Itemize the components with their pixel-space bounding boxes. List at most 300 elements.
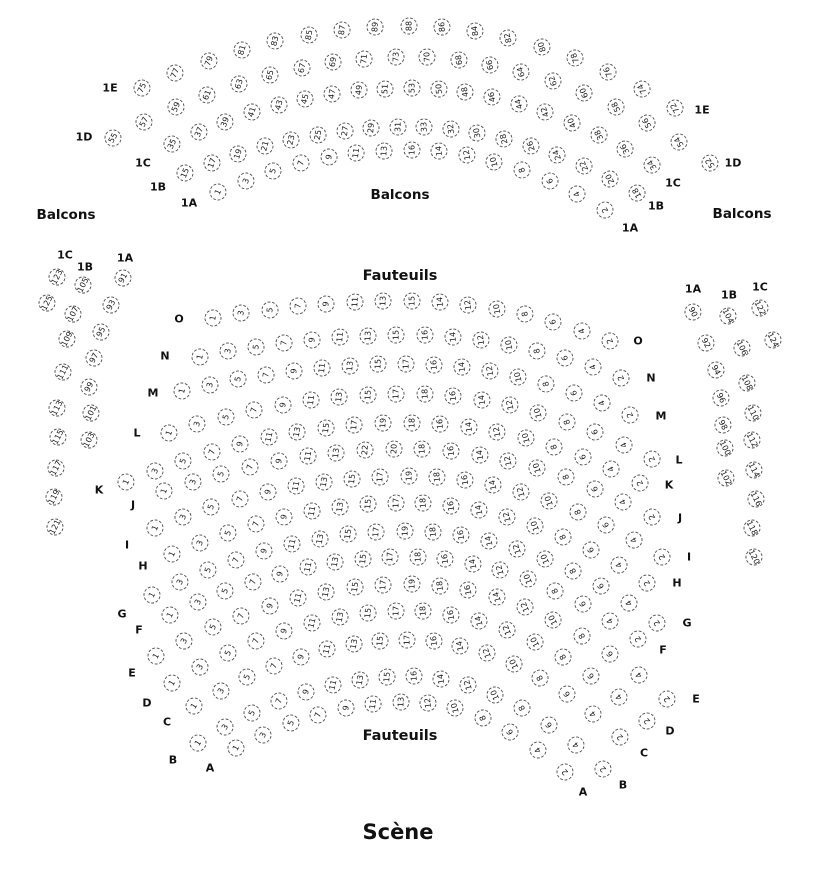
- seat[interactable]: 9: [230, 434, 251, 455]
- seat[interactable]: 6: [543, 311, 564, 332]
- seat[interactable]: 7: [245, 630, 267, 652]
- seat[interactable]: 95: [90, 321, 113, 344]
- seat[interactable]: 7: [275, 333, 294, 352]
- seat[interactable]: 14: [459, 418, 478, 437]
- seat[interactable]: 13: [350, 670, 369, 689]
- seat[interactable]: 19: [400, 467, 417, 484]
- seat[interactable]: 5: [216, 406, 237, 427]
- seat[interactable]: 10: [487, 299, 507, 319]
- seat[interactable]: 30: [468, 123, 488, 143]
- seat[interactable]: 9: [295, 681, 316, 702]
- seat[interactable]: 3: [189, 532, 211, 554]
- seat[interactable]: 13: [314, 472, 333, 491]
- seat[interactable]: 14: [431, 293, 449, 311]
- seat[interactable]: 1: [153, 480, 175, 502]
- seat[interactable]: 3: [186, 591, 208, 613]
- seat[interactable]: 7: [242, 571, 263, 592]
- seat[interactable]: 5: [260, 300, 279, 319]
- seat[interactable]: 10: [534, 548, 556, 570]
- seat[interactable]: 66: [480, 55, 500, 75]
- seat[interactable]: 16: [444, 387, 463, 406]
- seat[interactable]: 4: [607, 554, 630, 577]
- seat[interactable]: 3: [172, 506, 194, 528]
- seat[interactable]: 11: [313, 359, 331, 377]
- seat[interactable]: 3: [252, 723, 274, 745]
- seat[interactable]: 60: [573, 82, 595, 104]
- seat[interactable]: 7: [308, 704, 329, 725]
- seat[interactable]: 1: [144, 644, 167, 667]
- seat[interactable]: 12: [496, 619, 518, 641]
- seat[interactable]: 84: [465, 21, 484, 40]
- seat[interactable]: 1: [159, 604, 182, 627]
- seat[interactable]: 16: [455, 470, 474, 489]
- seat[interactable]: 91: [112, 267, 135, 290]
- seat[interactable]: 70: [418, 49, 436, 67]
- seat[interactable]: 2: [655, 687, 679, 711]
- seat[interactable]: 16: [436, 550, 455, 569]
- seat[interactable]: 31: [389, 118, 406, 135]
- seat[interactable]: 1: [182, 694, 205, 717]
- seat[interactable]: 36: [614, 138, 637, 161]
- seat[interactable]: 80: [531, 36, 552, 57]
- seat[interactable]: 1: [207, 181, 229, 203]
- seat[interactable]: 9: [269, 451, 289, 471]
- seat[interactable]: 11: [288, 587, 309, 608]
- seat[interactable]: 15: [369, 356, 387, 374]
- seat[interactable]: 1: [190, 347, 210, 367]
- seat[interactable]: 97: [83, 347, 106, 370]
- seat[interactable]: 9: [317, 295, 335, 313]
- seat[interactable]: 11: [282, 534, 302, 554]
- seat[interactable]: 9: [273, 395, 293, 415]
- seat[interactable]: 38: [587, 124, 610, 147]
- seat[interactable]: 3: [169, 571, 191, 593]
- seat[interactable]: 56: [636, 112, 659, 135]
- seat[interactable]: 88: [400, 17, 417, 34]
- seat[interactable]: 125: [36, 292, 59, 315]
- seat[interactable]: 17: [374, 576, 392, 594]
- seat[interactable]: 1: [224, 736, 247, 759]
- seat[interactable]: 9: [319, 147, 339, 167]
- seat[interactable]: 1: [115, 471, 137, 493]
- seat[interactable]: 17: [381, 549, 399, 567]
- seat[interactable]: 17: [201, 152, 223, 174]
- seat[interactable]: 6: [594, 514, 617, 537]
- seat[interactable]: 4: [622, 528, 645, 551]
- seat[interactable]: 98: [712, 414, 735, 437]
- seat[interactable]: 16: [451, 525, 470, 544]
- seat[interactable]: 120: [743, 546, 766, 569]
- seat[interactable]: 16: [425, 356, 443, 374]
- seat[interactable]: 18: [414, 440, 432, 458]
- seat[interactable]: 3: [200, 375, 220, 395]
- seat[interactable]: 15: [339, 525, 358, 544]
- seat[interactable]: 2: [629, 472, 652, 495]
- seat[interactable]: 5: [246, 337, 265, 356]
- seat[interactable]: 8: [556, 411, 578, 433]
- seat[interactable]: 9: [290, 646, 311, 667]
- seat[interactable]: 9: [303, 330, 322, 349]
- seat[interactable]: 109: [56, 328, 79, 351]
- seat[interactable]: 78: [564, 47, 586, 69]
- seat[interactable]: 13: [316, 582, 336, 602]
- seat[interactable]: 124: [762, 329, 785, 352]
- seat[interactable]: 11: [364, 695, 383, 714]
- seat[interactable]: 41: [241, 102, 262, 123]
- seat[interactable]: 18: [431, 576, 450, 595]
- seat[interactable]: 3: [187, 414, 208, 435]
- seat[interactable]: 26: [520, 135, 541, 156]
- seat[interactable]: 15: [371, 632, 389, 650]
- seat[interactable]: 13: [327, 443, 346, 462]
- seat[interactable]: 8: [515, 304, 535, 324]
- seat[interactable]: 2: [645, 611, 669, 635]
- seat[interactable]: 8: [529, 666, 552, 689]
- seat[interactable]: 33: [415, 118, 433, 136]
- seat[interactable]: 22: [356, 441, 374, 459]
- seat[interactable]: 27: [335, 121, 354, 140]
- seat[interactable]: 48: [456, 83, 475, 102]
- seat[interactable]: 67: [292, 58, 312, 78]
- seat[interactable]: 39: [214, 111, 236, 133]
- seat[interactable]: 62: [542, 71, 564, 93]
- seat[interactable]: 13: [330, 388, 348, 406]
- seat[interactable]: 4: [591, 392, 613, 414]
- seat[interactable]: 10: [517, 568, 539, 590]
- seat[interactable]: 102: [715, 467, 738, 490]
- seat[interactable]: 12: [490, 560, 511, 581]
- seat[interactable]: 11: [347, 144, 366, 163]
- seat[interactable]: 8: [511, 159, 533, 181]
- seat[interactable]: 87: [332, 20, 351, 39]
- seat[interactable]: 12: [457, 145, 477, 165]
- seat[interactable]: 77: [164, 62, 186, 84]
- seat[interactable]: 83: [265, 31, 285, 51]
- seat[interactable]: 13: [344, 635, 363, 654]
- seat[interactable]: 14: [478, 530, 498, 550]
- seat[interactable]: 122: [749, 297, 772, 320]
- seat[interactable]: 7: [230, 605, 252, 627]
- seat[interactable]: 4: [564, 733, 588, 757]
- seat[interactable]: 5: [263, 160, 284, 181]
- seat[interactable]: 10: [527, 457, 548, 478]
- seat[interactable]: 17: [388, 385, 405, 402]
- seat[interactable]: 29: [362, 119, 380, 137]
- seat[interactable]: 106: [731, 337, 754, 360]
- seat[interactable]: 110: [742, 402, 765, 425]
- seat[interactable]: 81: [231, 40, 252, 61]
- seat[interactable]: 22: [573, 155, 595, 177]
- seat[interactable]: 2: [641, 448, 664, 471]
- seat[interactable]: 10: [542, 609, 565, 632]
- seat[interactable]: 6: [589, 575, 612, 598]
- seat[interactable]: 14: [453, 358, 472, 377]
- seat[interactable]: 13: [360, 327, 378, 345]
- seat[interactable]: 75: [131, 77, 154, 100]
- seat[interactable]: 9: [270, 563, 291, 584]
- seat[interactable]: 14: [469, 500, 489, 520]
- seat[interactable]: 72: [663, 96, 686, 119]
- seat[interactable]: 11: [301, 613, 322, 634]
- seat[interactable]: 1: [158, 422, 179, 443]
- seat[interactable]: 5: [201, 497, 222, 518]
- seat[interactable]: 12: [511, 482, 532, 503]
- seat[interactable]: 12: [487, 422, 507, 442]
- seat[interactable]: 113: [46, 397, 69, 420]
- seat[interactable]: 8: [555, 467, 577, 489]
- seat[interactable]: 6: [555, 683, 579, 707]
- seat[interactable]: 3: [218, 342, 238, 362]
- seat[interactable]: 14: [472, 390, 491, 409]
- seat[interactable]: 16: [442, 496, 461, 515]
- seat[interactable]: 21: [254, 136, 275, 157]
- seat[interactable]: 71: [355, 50, 373, 68]
- seat[interactable]: 3: [188, 655, 211, 678]
- seat[interactable]: 9: [274, 507, 294, 527]
- seat[interactable]: 85: [299, 25, 319, 45]
- seat[interactable]: 121: [44, 516, 67, 539]
- seat[interactable]: 6: [537, 713, 561, 737]
- seat[interactable]: 5: [217, 522, 238, 543]
- seat[interactable]: 7: [245, 514, 266, 535]
- seat[interactable]: 100: [714, 437, 737, 460]
- seat[interactable]: 16: [442, 442, 461, 461]
- seat[interactable]: 6: [598, 642, 622, 666]
- seat[interactable]: 11: [331, 328, 349, 346]
- seat[interactable]: 35: [161, 133, 184, 156]
- seat[interactable]: 59: [165, 96, 187, 118]
- seat[interactable]: 52: [698, 151, 722, 175]
- seat[interactable]: 12: [498, 450, 518, 470]
- seat[interactable]: 7: [225, 549, 247, 571]
- seat[interactable]: 10: [484, 151, 505, 172]
- seat[interactable]: 3: [144, 460, 166, 482]
- seat[interactable]: 18: [415, 494, 433, 512]
- seat[interactable]: 15: [174, 162, 196, 184]
- seat[interactable]: 13: [330, 607, 350, 627]
- seat[interactable]: 115: [47, 426, 70, 449]
- seat[interactable]: 61: [196, 84, 218, 106]
- seat[interactable]: 12: [457, 674, 478, 695]
- seat[interactable]: 82: [498, 27, 518, 47]
- seat[interactable]: 13: [330, 498, 349, 517]
- seat[interactable]: 5: [197, 559, 219, 581]
- seat[interactable]: 5: [172, 450, 194, 472]
- seat[interactable]: 12: [500, 395, 520, 415]
- seat[interactable]: 8: [552, 526, 574, 548]
- seat[interactable]: 18: [416, 385, 434, 403]
- seat[interactable]: 3: [232, 304, 251, 323]
- seat[interactable]: 5: [241, 702, 264, 725]
- seat[interactable]: 2: [599, 330, 621, 352]
- seat[interactable]: 58: [604, 96, 627, 119]
- seat[interactable]: 5: [280, 712, 302, 734]
- seat[interactable]: 1: [160, 671, 183, 694]
- seat[interactable]: 50: [430, 80, 448, 98]
- seat[interactable]: 18: [625, 181, 648, 204]
- seat[interactable]: 2: [626, 627, 650, 651]
- seat[interactable]: 1: [144, 517, 166, 539]
- seat[interactable]: 8: [527, 340, 548, 361]
- seat[interactable]: 8: [544, 436, 565, 457]
- seat[interactable]: 96: [710, 387, 733, 410]
- seat[interactable]: 93: [100, 294, 123, 317]
- seat[interactable]: 12: [480, 361, 500, 381]
- seat[interactable]: 14: [463, 553, 483, 573]
- seat[interactable]: 49: [349, 81, 368, 100]
- seat[interactable]: 2: [650, 545, 673, 568]
- seat[interactable]: 7: [240, 456, 260, 476]
- seat[interactable]: 15: [353, 550, 371, 568]
- seat[interactable]: 7: [268, 690, 290, 712]
- seat[interactable]: 24: [546, 144, 568, 166]
- seat[interactable]: 12: [476, 643, 498, 665]
- seat[interactable]: 13: [374, 293, 391, 310]
- seat[interactable]: 2: [640, 505, 663, 528]
- seat[interactable]: 10: [508, 366, 528, 386]
- seat[interactable]: 14: [469, 610, 490, 631]
- seat[interactable]: 14: [483, 475, 503, 495]
- seat[interactable]: 16: [458, 580, 478, 600]
- seat[interactable]: 18: [423, 523, 441, 541]
- seat[interactable]: 19: [403, 575, 420, 592]
- seat[interactable]: 7: [201, 441, 222, 462]
- seat[interactable]: 2: [635, 709, 659, 733]
- seat[interactable]: 8: [552, 646, 575, 669]
- seat[interactable]: 116: [745, 488, 768, 511]
- seat[interactable]: 53: [403, 79, 420, 96]
- seat[interactable]: 2: [610, 367, 632, 389]
- seat[interactable]: 14: [470, 445, 490, 465]
- seat[interactable]: 63: [228, 73, 249, 94]
- seat[interactable]: 92: [695, 332, 718, 355]
- seat[interactable]: 10: [524, 515, 546, 537]
- seat[interactable]: 6: [571, 593, 594, 616]
- seat[interactable]: 16: [403, 141, 420, 158]
- seat[interactable]: 6: [583, 478, 605, 500]
- seat[interactable]: 8: [561, 560, 584, 583]
- seat[interactable]: 17: [387, 494, 404, 511]
- seat[interactable]: 12: [514, 596, 536, 618]
- seat[interactable]: 6: [580, 539, 603, 562]
- seat[interactable]: 6: [563, 382, 585, 404]
- seat[interactable]: 16: [416, 326, 434, 344]
- seat[interactable]: 65: [260, 64, 281, 85]
- seat[interactable]: 14: [443, 328, 461, 346]
- seat[interactable]: 1: [141, 584, 164, 607]
- seat[interactable]: 2: [593, 198, 616, 221]
- seat[interactable]: 114: [743, 459, 766, 482]
- seat[interactable]: 19: [374, 415, 392, 433]
- seat[interactable]: 9: [259, 595, 280, 616]
- seat[interactable]: 10: [502, 653, 525, 676]
- seat[interactable]: 104: [717, 305, 740, 328]
- seat[interactable]: 2: [619, 404, 642, 427]
- seat[interactable]: 28: [494, 128, 515, 149]
- seat[interactable]: 4: [526, 738, 550, 762]
- seat[interactable]: 12: [506, 538, 527, 559]
- seat[interactable]: 11: [317, 639, 337, 659]
- seat[interactable]: 76: [597, 61, 620, 84]
- seat[interactable]: 9: [254, 541, 275, 562]
- seat[interactable]: 118: [741, 517, 764, 540]
- seat[interactable]: 13: [341, 357, 359, 375]
- seat[interactable]: 15: [403, 292, 420, 309]
- seat[interactable]: 8: [570, 624, 593, 647]
- seat[interactable]: 11: [298, 557, 318, 577]
- seat[interactable]: 45: [295, 89, 315, 109]
- seat[interactable]: 6: [572, 446, 594, 468]
- seat[interactable]: 8: [535, 373, 556, 394]
- seat[interactable]: 5: [217, 642, 240, 665]
- seat[interactable]: 4: [607, 685, 631, 709]
- seat[interactable]: 4: [571, 320, 593, 342]
- seat[interactable]: 18: [414, 602, 432, 620]
- seat[interactable]: 13: [288, 422, 308, 442]
- seat[interactable]: 11: [302, 391, 321, 410]
- seat[interactable]: 17: [397, 355, 414, 372]
- seat[interactable]: 15: [359, 386, 377, 404]
- seat[interactable]: 15: [388, 326, 405, 343]
- seat[interactable]: 11: [298, 446, 317, 465]
- seat[interactable]: 112: [741, 429, 764, 452]
- seat[interactable]: 4: [566, 183, 589, 206]
- seat[interactable]: 15: [316, 419, 335, 438]
- seat[interactable]: 6: [554, 348, 575, 369]
- seat[interactable]: 3: [235, 170, 257, 192]
- seat[interactable]: 4: [627, 663, 651, 687]
- seat[interactable]: 10: [499, 335, 519, 355]
- seat[interactable]: 15: [378, 668, 396, 686]
- seat[interactable]: 12: [418, 694, 437, 713]
- seat[interactable]: 11: [323, 674, 343, 694]
- seat[interactable]: 12: [497, 506, 518, 527]
- seat[interactable]: 69: [323, 53, 342, 72]
- seat[interactable]: 17: [371, 468, 389, 486]
- seat[interactable]: 32: [442, 120, 461, 139]
- seat[interactable]: 54: [667, 130, 690, 153]
- seat[interactable]: 15: [358, 495, 376, 513]
- seat[interactable]: 6: [584, 421, 606, 443]
- seat[interactable]: 46: [482, 87, 502, 107]
- seat[interactable]: 4: [581, 702, 605, 726]
- seat[interactable]: 16: [442, 605, 462, 625]
- seat[interactable]: 64: [511, 62, 532, 83]
- seat[interactable]: 99: [78, 376, 101, 399]
- seat[interactable]: 9: [273, 620, 294, 641]
- seat[interactable]: 3: [182, 471, 203, 492]
- seat[interactable]: 9: [285, 361, 304, 380]
- seat[interactable]: 2: [608, 725, 632, 749]
- seat[interactable]: 123: [46, 266, 69, 289]
- seat[interactable]: 5: [202, 616, 224, 638]
- seat[interactable]: 10: [528, 402, 549, 423]
- seat[interactable]: 8: [566, 501, 588, 523]
- seat[interactable]: 5: [236, 666, 259, 689]
- seat[interactable]: 43: [268, 94, 289, 115]
- seat[interactable]: 44: [508, 93, 529, 114]
- seat[interactable]: 10: [515, 428, 536, 449]
- seat[interactable]: 3: [213, 715, 236, 738]
- seat[interactable]: 103: [78, 429, 101, 452]
- seat[interactable]: 14: [430, 142, 449, 161]
- seat[interactable]: 55: [101, 126, 124, 149]
- seat[interactable]: 9: [336, 698, 356, 718]
- seat[interactable]: 4: [612, 433, 635, 456]
- seat[interactable]: 10: [538, 490, 560, 512]
- seat[interactable]: 7: [291, 153, 312, 174]
- seat[interactable]: 18: [428, 468, 446, 486]
